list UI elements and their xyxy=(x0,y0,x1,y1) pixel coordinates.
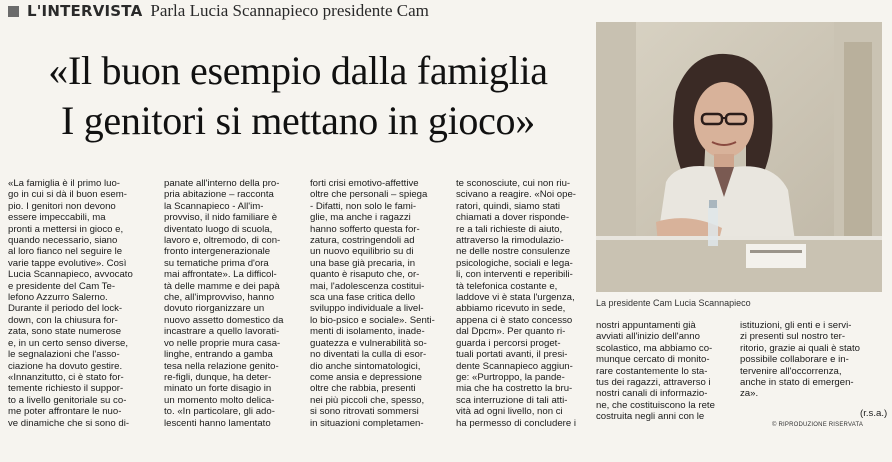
article-line: scolastico, ma abbiamo co- xyxy=(596,342,713,354)
article-line: un momento molto delica- xyxy=(164,394,275,406)
article-line: chiamati a dover risponde- xyxy=(456,212,570,224)
article-line: si sono ritrovati sommersi xyxy=(310,406,419,418)
article-line: ratori, quindi, siamo stati xyxy=(456,200,560,212)
article-column-5 xyxy=(596,320,732,423)
article-line: su tematiche prima d'ora xyxy=(164,257,269,269)
article-line: tervenire all'occorrenza, xyxy=(740,365,842,377)
article-line: pio. I genitori non devono xyxy=(8,200,116,212)
article-column-3 xyxy=(310,178,450,429)
article-line: munque cercato di monito- xyxy=(596,354,710,366)
kicker-square-icon xyxy=(8,6,19,17)
article-line: Lucia Scannapieco, avvocato xyxy=(8,269,133,281)
article-line: vo nelle proprie mura casa- xyxy=(164,337,281,349)
article-line: oltre che personali – spiega xyxy=(310,189,428,201)
article-line: minato un forte disagio in xyxy=(164,383,272,395)
article-line: quando necessario, siano xyxy=(8,235,118,247)
article-line: e presidente del Cam Te- xyxy=(8,280,116,292)
article-line: re-figli, dunque, ha deter- xyxy=(164,371,272,383)
article-line: go in cui si dà il buon esem- xyxy=(8,189,127,201)
article-line: ha permesso di concludere i xyxy=(456,417,576,429)
kicker xyxy=(8,0,429,22)
article-line: sca una fase critica dello xyxy=(310,292,416,304)
article-line: oltre che rabbia, presenti xyxy=(310,383,416,395)
article-line: mai, l'adolescenza costitui- xyxy=(310,280,425,292)
article-line: to. «In particolare, gli ado- xyxy=(164,406,275,418)
article-line: pronti a mettersi in gioco e, xyxy=(8,223,124,235)
article-line: dovuto riorganizzare un xyxy=(164,303,265,315)
article-line: diventato luogo di scuola, xyxy=(164,223,273,235)
article-line: essere impeccabili, ma xyxy=(8,212,106,224)
article-line: hanno sofferto questa for- xyxy=(310,223,420,235)
article-line: scivano a reagire. «Noi ope- xyxy=(456,189,576,201)
article-line: nuovo assetto domestico da xyxy=(164,314,284,326)
headline-line-2: I genitori si mettano in gioco» xyxy=(61,98,535,143)
article-line: abbiamo ricevuto in sede, xyxy=(456,303,566,315)
article-line: za». xyxy=(740,388,759,400)
article-line: lavoro e, oltremodo, di con- xyxy=(164,235,281,247)
article-line: un nuovo equilibrio su di xyxy=(310,246,414,258)
article-line: temente richiesto il suppor- xyxy=(8,383,124,395)
article-line: incastrare a quello lavorati- xyxy=(164,326,280,338)
article-line: panate all'interno della pro- xyxy=(164,178,280,189)
article-line: glie, ma anche i ragazzi xyxy=(310,212,411,224)
article-line: nostri canali di informazio- xyxy=(596,388,708,400)
article-line: al loro fianco nel seguire le xyxy=(8,246,123,258)
article-line: zata, sono state numerose xyxy=(8,326,122,338)
article-line: costruita negli anni con le xyxy=(596,411,705,423)
article-line: avviati all'inizio dell'anno xyxy=(596,331,700,343)
article-line: dente Scannapieco aggiun- xyxy=(456,360,573,372)
kicker-subtitle: Parla Lucia Scannapieco presidente Cam xyxy=(150,1,429,20)
article-line: tuali portati avanti, il presi- xyxy=(456,349,568,361)
article-line: rare costantemente lo sta- xyxy=(596,365,708,377)
article-line: me poter affrontare le nuo- xyxy=(8,406,122,418)
article-line: vità ad ogni livello, non ci xyxy=(456,406,563,418)
article-line: come ansia e depressione xyxy=(310,371,422,383)
article-line: no diventati la culla di esor- xyxy=(310,349,427,361)
article-line: menti di isolamento, inade- xyxy=(310,326,425,338)
article-line: «Innanzitutto, ci è stato for- xyxy=(8,371,124,383)
article-line: zatura, costringendoli ad xyxy=(310,235,415,247)
article-line: psicologiche, sociali e lega- xyxy=(456,257,573,269)
article-line: nostri appuntamenti già xyxy=(596,320,696,331)
article-line: lefono Azzurro Salerno. xyxy=(8,292,108,304)
article-line: la Scannapieco - All'im- xyxy=(164,200,264,212)
article-line: ge: «Purtroppo, la pande- xyxy=(456,371,565,383)
article-column-4 xyxy=(456,178,588,429)
article-line: dal Dpcm». Per quanto ri- xyxy=(456,326,566,338)
article-column-6 xyxy=(740,320,886,400)
article-line: ciazione ha dovuto gestire. xyxy=(8,360,123,372)
article-line: provviso, il nido familiare è xyxy=(164,212,278,224)
article-line: lescenti hanno lamentato xyxy=(164,417,271,429)
article-line: te sconosciute, cui non riu- xyxy=(456,178,571,189)
article-line: varie tappe evolutive». Così xyxy=(8,257,127,269)
article-line: sca interruzione di tali atti- xyxy=(456,394,568,406)
article-line: anche in stato di emergen- xyxy=(740,377,854,389)
portrait-photo xyxy=(596,22,882,292)
article-line: linghe, entrando a gamba xyxy=(164,349,273,361)
article-column-1 xyxy=(8,178,152,429)
article-line: dio anche sintomatologici, xyxy=(310,360,421,372)
article-line: che, all'improvviso, hanno xyxy=(164,292,275,304)
copyright-notice: © RIPRODUZIONE RISERVATA xyxy=(772,422,864,428)
article-line: li, con interventi e reperibili- xyxy=(456,269,573,281)
article-line: to a livello genitoriale su co- xyxy=(8,394,127,406)
article-line: forti crisi emotivo-affettive xyxy=(310,178,419,189)
article-line: - Difatti, non solo le fami- xyxy=(310,200,417,212)
article-line: appena ci è stato concesso xyxy=(456,314,573,326)
article-line: guatezza e vulnerabilità so- xyxy=(310,337,427,349)
headline-line-1: «Il buon esempio dalla famiglia xyxy=(48,48,548,93)
portrait-image xyxy=(596,22,882,292)
article-line: fronto intergenerazionale xyxy=(164,246,271,258)
article-line: una base già precaria, in xyxy=(310,257,416,269)
article-line: tà telefonica costante e, xyxy=(456,280,558,292)
article-line: guarda i percorsi proget- xyxy=(456,337,561,349)
article-line: re a tali richieste di aiuto, xyxy=(456,223,563,235)
article-line: sviluppo individuale a livel- xyxy=(310,303,424,315)
article-line: mia che ha costretto la bru- xyxy=(456,383,573,395)
article-line: ritorio, grazie ai quali è stato xyxy=(740,342,860,354)
article-line: nei più piccoli che, spesso, xyxy=(310,394,425,406)
article-line: tà delle mamme e dei papà xyxy=(164,280,280,292)
article-line: le segnalazioni che l'asso- xyxy=(8,349,120,361)
article-line: zi presenti sul nostro ter- xyxy=(740,331,846,343)
photo-caption: La presidente Cam Lucia Scannapieco xyxy=(596,298,751,308)
article-line: quanto è risaputo che, or- xyxy=(310,269,420,281)
article-line: ve dinamiche che si sono di- xyxy=(8,417,130,429)
kicker-tag: L'INTERVISTA xyxy=(27,2,143,20)
article-line: laddove vi è stata l'urgenza, xyxy=(456,292,575,304)
author-signature: (r.s.a.) xyxy=(860,408,888,419)
article-line: ne delle nostre consulenze xyxy=(456,246,571,258)
article-line: possibile collaborare e in- xyxy=(740,354,849,366)
article-line: tesa nella relazione genito- xyxy=(164,360,279,372)
article-line: down, con la chiusura for- xyxy=(8,314,118,326)
article-line: e, in un certo senso diverse, xyxy=(8,337,128,349)
article-line: in situazioni completamen- xyxy=(310,417,424,429)
article-line: lo bio-psico e sociale». Senti- xyxy=(310,314,435,326)
article-line: istituzioni, gli enti e i servi- xyxy=(740,320,852,331)
article-line: mai affrontate». La difficol- xyxy=(164,269,277,281)
article-line: attraverso la rimodulazio- xyxy=(456,235,564,247)
article-line: tus dei ragazzi, attraverso i xyxy=(596,377,711,389)
article-line: «La famiglia è il primo luo- xyxy=(8,178,120,189)
article-line: Durante il periodo del lock- xyxy=(8,303,123,315)
article-line: ne, che costituiscono la rete xyxy=(596,399,715,411)
article-line: pria abitazione – racconta xyxy=(164,189,274,201)
article-column-2 xyxy=(164,178,304,429)
headline xyxy=(8,46,588,146)
